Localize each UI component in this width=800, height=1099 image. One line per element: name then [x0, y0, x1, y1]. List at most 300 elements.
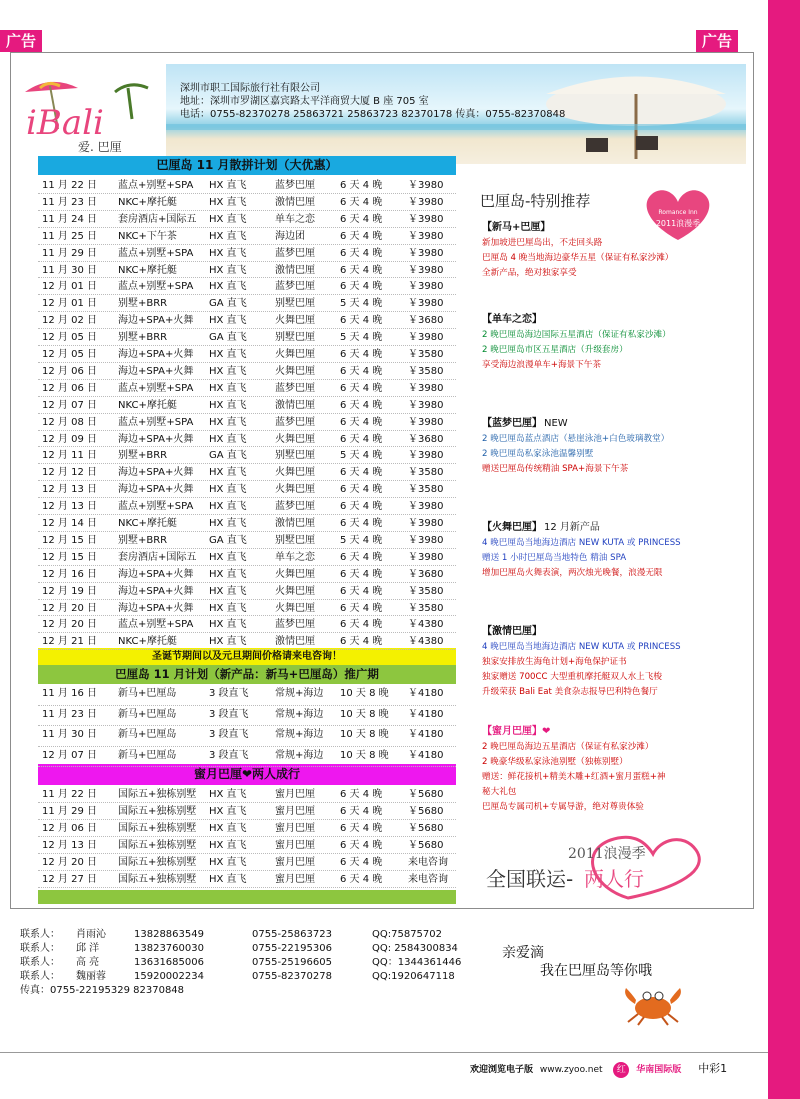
footer-url[interactable]: www.zyoo.net	[539, 1065, 603, 1075]
plan1-price: ￥3980	[408, 382, 444, 394]
plan1-theme: 火舞巴厘	[275, 602, 315, 614]
plan1-price: ￥4380	[408, 619, 444, 631]
greeting-line-2: 我在巴厘岛等你哦	[540, 963, 652, 979]
plan1-flight: HX 直飞	[209, 416, 247, 428]
plan1-date: 11 月 30 日	[42, 264, 97, 276]
plan1-duration: 6 天 4 晚	[340, 281, 383, 293]
plan1-duration: 6 天 4 晚	[340, 551, 383, 563]
recommend-section-title	[482, 310, 544, 325]
contact-mobile: 13631685006	[134, 957, 204, 968]
plan2-duration: 10 天 8 晚	[340, 688, 389, 699]
plan1-package: NKC+摩托艇	[118, 636, 177, 648]
plan1-row	[42, 515, 462, 532]
plan1-row	[42, 600, 462, 617]
contact-phone: 0755-25196605	[252, 957, 332, 968]
plan1-row	[42, 245, 462, 262]
plan3-package: 国际五+独栋别墅	[118, 857, 197, 868]
plan1-price: ￥3580	[408, 467, 444, 479]
plan3-duration: 6 天 4 晚	[340, 789, 383, 800]
recommend-line: 升级荣获 Bali Eat 美食杂志报导巴利特色餐厅	[482, 687, 658, 697]
plan1-price: ￥3580	[408, 585, 444, 597]
plan3-title-bar: 蜜月巴厘❤两人成行	[38, 764, 456, 785]
plan1-flight: HX 直飞	[209, 484, 247, 496]
plan2-package: 新马+巴厘岛	[118, 688, 177, 699]
row-divider	[38, 649, 456, 650]
plan3-price: ￥5680	[408, 806, 444, 817]
plan1-flight: HX 直飞	[209, 382, 247, 394]
plan1-theme: 蓝梦巴厘	[275, 382, 315, 394]
plan1-package: 别墅+BRR	[118, 450, 168, 462]
plan1-date: 11 月 22 日	[42, 180, 97, 191]
plan1-theme: 别墅巴厘	[275, 534, 315, 546]
contact-row	[20, 942, 458, 956]
recommend-line: 2 晚巴厘岛海边五星酒店（保证有私家沙滩）	[482, 742, 654, 752]
plan1-flight: HX 直飞	[209, 230, 247, 242]
plan3-row	[42, 820, 462, 837]
plan3-theme: 蜜月巴厘	[275, 806, 315, 817]
plan1-price: ￥3580	[408, 602, 444, 614]
recommend-line: 4 晚巴厘岛当地海边酒店 NEW KUTA 或 PRINCESS	[482, 538, 681, 548]
plan1-package: 别墅+BRR	[118, 298, 168, 310]
plan3-price: 来电咨询	[408, 874, 448, 885]
plan1-date: 12 月 13 日	[42, 484, 97, 496]
plan3-flight: HX 直飞	[209, 789, 247, 800]
recommend-line: 赠送：鲜花接机+精美木雕+红酒+蜜月蛋糕+神	[482, 772, 666, 782]
plan1-theme: 激情巴厘	[275, 636, 315, 648]
plan1-price: ￥3580	[408, 484, 444, 496]
plan3-date: 11 月 22 日	[42, 789, 97, 800]
section-title-text: 【蜜月巴厘】❤	[482, 726, 551, 737]
plan1-package: 蓝点+别墅+SPA	[118, 416, 194, 428]
plan2-price: ￥4180	[408, 708, 444, 720]
plan2-theme: 常规+海边	[275, 729, 324, 740]
plan2-theme: 常规+海边	[275, 708, 324, 720]
recommend-line: 2 晚豪华级私家泳池别墅（独栋别墅）	[482, 757, 628, 767]
plan1-date: 12 月 08 日	[42, 416, 97, 428]
recommend-line: 独家安排放生海龟计划+海龟保护证书	[482, 657, 627, 667]
plan3-price: ￥5680	[408, 823, 444, 834]
plan2-package: 新马+巴厘岛	[118, 749, 177, 761]
plan3-price: 来电咨询	[408, 857, 448, 868]
contact-name: 邱 洋	[76, 943, 100, 954]
recommend-section-title	[482, 518, 600, 533]
plan2-package: 新马+巴厘岛	[118, 729, 177, 740]
plan2-flight: 3 段直飞	[209, 708, 249, 720]
plan3-date: 12 月 06 日	[42, 823, 97, 834]
plan1-date: 12 月 11 日	[42, 450, 97, 462]
plan1-title-bar: 巴厘岛 11 月散拼计划（大优惠）	[38, 156, 456, 175]
plan1-row	[42, 532, 462, 549]
plan3-row	[42, 854, 462, 871]
contact-qq: QQ：1344361446	[372, 957, 462, 968]
plan1-package: 海边+SPA+火舞	[118, 365, 194, 377]
plan1-price: ￥3980	[408, 501, 444, 513]
plan2-duration: 10 天 8 晚	[340, 708, 389, 720]
plan1-date: 11 月 29 日	[42, 247, 97, 259]
recommend-line: 享受海边浪漫单车+海景下午茶	[482, 360, 601, 370]
plan1-duration: 6 天 4 晚	[340, 585, 383, 597]
plan1-duration: 6 天 4 晚	[340, 180, 383, 191]
plan1-duration: 6 天 4 晚	[340, 382, 383, 394]
plan1-flight: HX 直飞	[209, 619, 247, 631]
plan1-theme: 激情巴厘	[275, 264, 315, 276]
plan1-package: NKC+摩托艇	[118, 518, 177, 529]
plan1-price: ￥3980	[408, 230, 444, 242]
plan1-package: 海边+SPA+火舞	[118, 349, 194, 360]
plan1-theme: 蓝梦巴厘	[275, 247, 315, 259]
plan1-row	[42, 312, 462, 329]
contact-phone: 0755-25863723	[252, 929, 332, 940]
plan1-row	[42, 262, 462, 279]
romance-badge	[638, 184, 718, 244]
plan3-package: 国际五+独栋别墅	[118, 806, 197, 817]
plan1-row	[42, 329, 462, 346]
plan1-package: 蓝点+别墅+SPA	[118, 619, 194, 631]
contact-row	[20, 970, 455, 984]
plan1-theme: 火舞巴厘	[275, 315, 315, 327]
footer-divider	[0, 1052, 768, 1053]
slogan-main-b: 两人行	[584, 867, 644, 891]
recommend-section-title	[482, 414, 568, 429]
ad-label-right: 广告	[696, 30, 738, 52]
plan1-package: 蓝点+别墅+SPA	[118, 247, 194, 259]
plan1-price: ￥3980	[408, 298, 444, 310]
plan1-row	[42, 363, 462, 380]
plan1-duration: 6 天 4 晚	[340, 568, 383, 580]
plan1-date: 12 月 13 日	[42, 501, 97, 513]
plan3-duration: 6 天 4 晚	[340, 874, 383, 885]
recommend-line: 新加坡进巴厘岛出，不走回头路	[482, 238, 603, 248]
plan1-price: ￥3580	[408, 349, 444, 360]
plan2-row	[42, 706, 462, 723]
plan1-flight: GA 直飞	[209, 534, 247, 546]
ibali-logo	[20, 74, 160, 154]
plan1-theme: 蓝梦巴厘	[275, 416, 315, 428]
contact-label: 联系人：	[20, 971, 60, 982]
company-info	[180, 82, 565, 121]
plan2-price: ￥4180	[408, 729, 444, 740]
crab-icon	[618, 982, 688, 1026]
plan1-price: ￥3980	[408, 416, 444, 428]
plan1-row	[42, 211, 462, 228]
recommend-line: 秘大礼包	[482, 787, 517, 797]
plan3-duration: 6 天 4 晚	[340, 857, 383, 868]
recommend-section-title	[482, 722, 552, 737]
plan3-flight: HX 直飞	[209, 857, 247, 868]
section-title-text: 【蓝梦巴厘】	[482, 418, 542, 429]
plan2-date: 11 月 23 日	[42, 708, 97, 720]
contact-mobile: 13828863549	[134, 929, 204, 940]
plan1-date: 12 月 02 日	[42, 315, 97, 327]
plan3-duration: 6 天 4 晚	[340, 823, 383, 834]
logo-text: iBali	[26, 103, 104, 143]
plan2-row	[42, 747, 462, 764]
plan2-theme: 常规+海边	[275, 749, 324, 761]
plan1-theme: 火舞巴厘	[275, 433, 315, 445]
plan3-flight: HX 直飞	[209, 874, 247, 885]
plan1-price: ￥3680	[408, 568, 444, 580]
plan3-flight: HX 直飞	[209, 840, 247, 851]
plan1-package: 蓝点+别墅+SPA	[118, 382, 194, 394]
plan1-theme: 火舞巴厘	[275, 585, 315, 597]
plan2-theme: 常规+海边	[275, 688, 324, 699]
plan1-price: ￥3980	[408, 196, 444, 208]
plan1-flight: HX 直飞	[209, 247, 247, 259]
plan1-theme: 单车之恋	[275, 551, 315, 563]
plan1-price: ￥3980	[408, 264, 444, 276]
contact-name: 肖雨沁	[76, 929, 106, 940]
plan1-duration: 5 天 4 晚	[340, 298, 383, 310]
plan1-flight: HX 直飞	[209, 551, 247, 563]
plan3-bottom-bar	[38, 890, 456, 904]
contact-qq: QQ:75875702	[372, 929, 443, 940]
plan1-row	[42, 295, 462, 312]
plan1-date: 12 月 05 日	[42, 332, 97, 344]
plan1-duration: 5 天 4 晚	[340, 534, 383, 546]
plan1-theme: 蓝梦巴厘	[275, 180, 315, 191]
plan1-price: ￥3680	[408, 315, 444, 327]
contact-row	[20, 928, 443, 942]
plan3-package: 国际五+独栋别墅	[118, 874, 197, 885]
plan2-flight: 3 段直飞	[209, 729, 249, 740]
plan3-price: ￥5680	[408, 840, 444, 851]
plan3-date: 12 月 27 日	[42, 874, 97, 885]
plan1-package: NKC+摩托艇	[118, 399, 177, 411]
plan1-date: 11 月 25 日	[42, 230, 97, 242]
plan2-price: ￥4180	[408, 749, 444, 761]
contact-mobile: 13823760030	[134, 943, 204, 954]
plan1-row	[42, 414, 462, 431]
contact-phone: 0755-22195306	[252, 943, 332, 954]
plan1-row	[42, 397, 462, 414]
plan2-duration: 10 天 8 晚	[340, 729, 389, 740]
footer-brand: 华南国际版	[636, 1065, 682, 1075]
plan1-flight: HX 直飞	[209, 399, 247, 411]
row-divider	[38, 766, 456, 767]
plan1-theme: 火舞巴厘	[275, 484, 315, 496]
plan1-package: 蓝点+别墅+SPA	[118, 281, 194, 293]
plan1-flight: HX 直飞	[209, 315, 247, 327]
plan1-price: ￥3980	[408, 399, 444, 411]
recommend-line: 2 晚巴厘岛市区五星酒店（升级套房）	[482, 345, 628, 355]
plan1-flight: HX 直飞	[209, 433, 247, 445]
brand-icon: 红	[613, 1062, 629, 1078]
plan1-theme: 别墅巴厘	[275, 332, 315, 344]
plan1-date: 12 月 20 日	[42, 619, 97, 631]
plan1-duration: 6 天 4 晚	[340, 518, 383, 529]
plan1-row	[42, 194, 462, 211]
plan1-duration: 5 天 4 晚	[340, 450, 383, 462]
contact-row	[20, 956, 462, 970]
contact-name: 魏丽蓉	[76, 971, 106, 982]
section-title-text: 【激情巴厘】	[482, 626, 542, 637]
plan1-duration: 6 天 4 晚	[340, 501, 383, 513]
plan1-flight: HX 直飞	[209, 180, 247, 191]
section-title-text: 【新马+巴厘】	[482, 222, 551, 233]
ad-label-left: 广告	[0, 30, 42, 52]
plan1-theme: 火舞巴厘	[275, 365, 315, 377]
plan1-theme: 别墅巴厘	[275, 450, 315, 462]
plan1-flight: HX 直飞	[209, 264, 247, 276]
plan2-date: 11 月 16 日	[42, 688, 97, 699]
recommend-title: 巴厘岛-特别推荐	[480, 192, 591, 210]
plan1-package: 蓝点+别墅+SPA	[118, 180, 194, 191]
plan1-package: NKC+摩托艇	[118, 264, 177, 276]
contacts-block	[20, 928, 462, 998]
plan1-duration: 6 天 4 晚	[340, 416, 383, 428]
plan3-theme: 蜜月巴厘	[275, 857, 315, 868]
plan1-package: 海边+SPA+火舞	[118, 568, 194, 580]
plan3-date: 12 月 20 日	[42, 857, 97, 868]
badge-cn: 2011浪漫季	[655, 219, 701, 228]
row-divider	[38, 887, 456, 888]
plan1-duration: 6 天 4 晚	[340, 467, 383, 479]
plan1-date: 12 月 20 日	[42, 602, 97, 614]
slogan-graphic	[478, 826, 713, 906]
plan1-flight: HX 直飞	[209, 467, 247, 479]
contact-phone: 0755-82370278	[252, 971, 332, 982]
plan2-duration: 10 天 8 晚	[340, 749, 389, 761]
plan1-price: ￥3980	[408, 213, 444, 225]
plan1-package: 海边+SPA+火舞	[118, 433, 194, 445]
plan3-row	[42, 786, 462, 803]
plan1-date: 12 月 19 日	[42, 585, 97, 597]
section-title-extra: 12 月新产品	[544, 522, 600, 533]
plan1-flight: HX 直飞	[209, 636, 247, 648]
plan1-package: 别墅+BRR	[118, 332, 168, 344]
plan1-price: ￥3980	[408, 180, 444, 191]
plan1-package: 海边+SPA+火舞	[118, 585, 194, 597]
holiday-notice: 圣诞节期间以及元旦期间价格请来电咨询！	[38, 648, 456, 665]
company-name: 深圳市职工国际旅行社有限公司	[180, 83, 320, 94]
recommend-line: 巴厘岛 4 晚当地海边豪华五星（保证有私家沙滩）	[482, 253, 674, 263]
plan1-flight: HX 直飞	[209, 349, 247, 360]
plan1-date: 12 月 15 日	[42, 551, 97, 563]
logo-subtext: 爱. 巴厘	[78, 140, 122, 154]
footer-text: 欢迎浏览电子版	[470, 1065, 534, 1075]
plan1-duration: 6 天 4 晚	[340, 349, 383, 360]
plan1-flight: HX 直飞	[209, 213, 247, 225]
plan1-flight: HX 直飞	[209, 568, 247, 580]
slogan-top: 2011浪漫季	[568, 846, 646, 862]
plan1-flight: HX 直飞	[209, 501, 247, 513]
plan3-date: 12 月 13 日	[42, 840, 97, 851]
recommend-line: 巴厘岛专属司机+专属导游，绝对尊贵体验	[482, 802, 644, 812]
plan1-price: ￥3980	[408, 534, 444, 546]
plan1-theme: 激情巴厘	[275, 399, 315, 411]
plan1-price: ￥3580	[408, 365, 444, 377]
plan1-package: 蓝点+别墅+SPA	[118, 501, 194, 513]
slogan-main-a: 全国联运-	[486, 867, 574, 891]
plan1-row	[42, 278, 462, 295]
plan3-package: 国际五+独栋别墅	[118, 840, 197, 851]
plan3-row	[42, 837, 462, 854]
plan1-row	[42, 481, 462, 498]
plan1-date: 12 月 07 日	[42, 399, 97, 411]
plan1-flight: HX 直飞	[209, 518, 247, 529]
plan3-theme: 蜜月巴厘	[275, 789, 315, 800]
plan1-date: 12 月 06 日	[42, 382, 97, 394]
plan2-date: 12 月 07 日	[42, 749, 97, 761]
plan1-theme: 别墅巴厘	[275, 298, 315, 310]
section-title-text: 【火舞巴厘】	[482, 522, 542, 533]
recommend-line: 2 晚巴厘岛私家泳池温馨别墅	[482, 449, 594, 459]
plan1-package: 别墅+BRR	[118, 534, 168, 546]
plan3-package: 国际五+独栋别墅	[118, 823, 197, 834]
plan1-theme: 蓝梦巴厘	[275, 501, 315, 513]
plan1-date: 11 月 23 日	[42, 196, 97, 208]
plan3-theme: 蜜月巴厘	[275, 874, 315, 885]
plan3-row	[42, 871, 462, 888]
recommend-line: 2 晚巴厘岛蓝点酒店（悬崖泳池+白色玻璃教堂）	[482, 434, 670, 444]
plan1-date: 12 月 16 日	[42, 568, 97, 580]
plan3-package: 国际五+独栋别墅	[118, 789, 197, 800]
plan1-flight: GA 直飞	[209, 332, 247, 344]
plan3-price: ￥5680	[408, 789, 444, 800]
plan1-theme: 火舞巴厘	[275, 467, 315, 479]
plan2-flight: 3 段直飞	[209, 688, 249, 699]
plan3-duration: 6 天 4 晚	[340, 806, 383, 817]
plan1-duration: 6 天 4 晚	[340, 230, 383, 242]
plan1-duration: 6 天 4 晚	[340, 602, 383, 614]
plan1-date: 12 月 14 日	[42, 518, 97, 529]
plan3-theme: 蜜月巴厘	[275, 840, 315, 851]
plan1-price: ￥3980	[408, 247, 444, 259]
plan1-row	[42, 566, 462, 583]
recommend-line: 赠送 1 小时巴厘岛当地特色 精油 SPA	[482, 553, 627, 563]
plan2-title-bar: 巴厘岛 11 月计划（新产品：新马+巴厘岛）推广期	[38, 665, 456, 684]
plan1-duration: 6 天 4 晚	[340, 315, 383, 327]
plan1-duration: 6 天 4 晚	[340, 196, 383, 208]
recommend-line: 独家赠送 700CC 大型重机摩托艇双人水上飞梭	[482, 672, 662, 682]
plan1-theme: 蓝梦巴厘	[275, 619, 315, 631]
plan1-row	[42, 346, 462, 363]
plan2-date: 11 月 30 日	[42, 729, 97, 740]
plan1-package: NKC+摩托艇	[118, 196, 177, 208]
plan2-row	[42, 726, 462, 743]
plan1-package: 海边+SPA+火舞	[118, 315, 194, 327]
contact-mobile: 15920002234	[134, 971, 204, 982]
plan3-duration: 6 天 4 晚	[340, 840, 383, 851]
plan1-price: ￥3980	[408, 332, 444, 344]
plan3-theme: 蜜月巴厘	[275, 823, 315, 834]
recommend-line: 赠送巴厘岛传统精油 SPA+海景下午茶	[482, 464, 629, 474]
recommend-line: 4 晚巴厘岛当地海边酒店 NEW KUTA 或 PRINCESS	[482, 642, 681, 652]
plan1-package: 海边+SPA+火舞	[118, 467, 194, 479]
plan1-theme: 单车之恋	[275, 213, 315, 225]
plan1-duration: 6 天 4 晚	[340, 264, 383, 276]
plan1-flight: HX 直飞	[209, 196, 247, 208]
plan1-package: 套房酒店+国际五	[118, 551, 197, 563]
plan3-row	[42, 803, 462, 820]
plan1-date: 12 月 05 日	[42, 349, 97, 360]
plan1-duration: 6 天 4 晚	[340, 365, 383, 377]
side-color-strip	[768, 0, 800, 1099]
plan1-package: 海边+SPA+火舞	[118, 602, 194, 614]
contact-label: 联系人：	[20, 957, 60, 968]
plan1-duration: 6 天 4 晚	[340, 247, 383, 259]
plan1-row	[42, 583, 462, 600]
page-number: 中彩1	[698, 1062, 728, 1075]
plan1-row	[42, 549, 462, 566]
plan1-price: ￥3980	[408, 450, 444, 462]
plan1-flight: HX 直飞	[209, 585, 247, 597]
company-address: 地址：深圳市罗湖区嘉宾路太平洋商贸大厦 B 座 705 室	[180, 96, 429, 107]
plan1-row	[42, 498, 462, 515]
plan1-theme: 火舞巴厘	[275, 568, 315, 580]
fax-line: 传真：0755-22195329 82370848	[20, 985, 185, 996]
plan1-date: 11 月 24 日	[42, 213, 97, 225]
